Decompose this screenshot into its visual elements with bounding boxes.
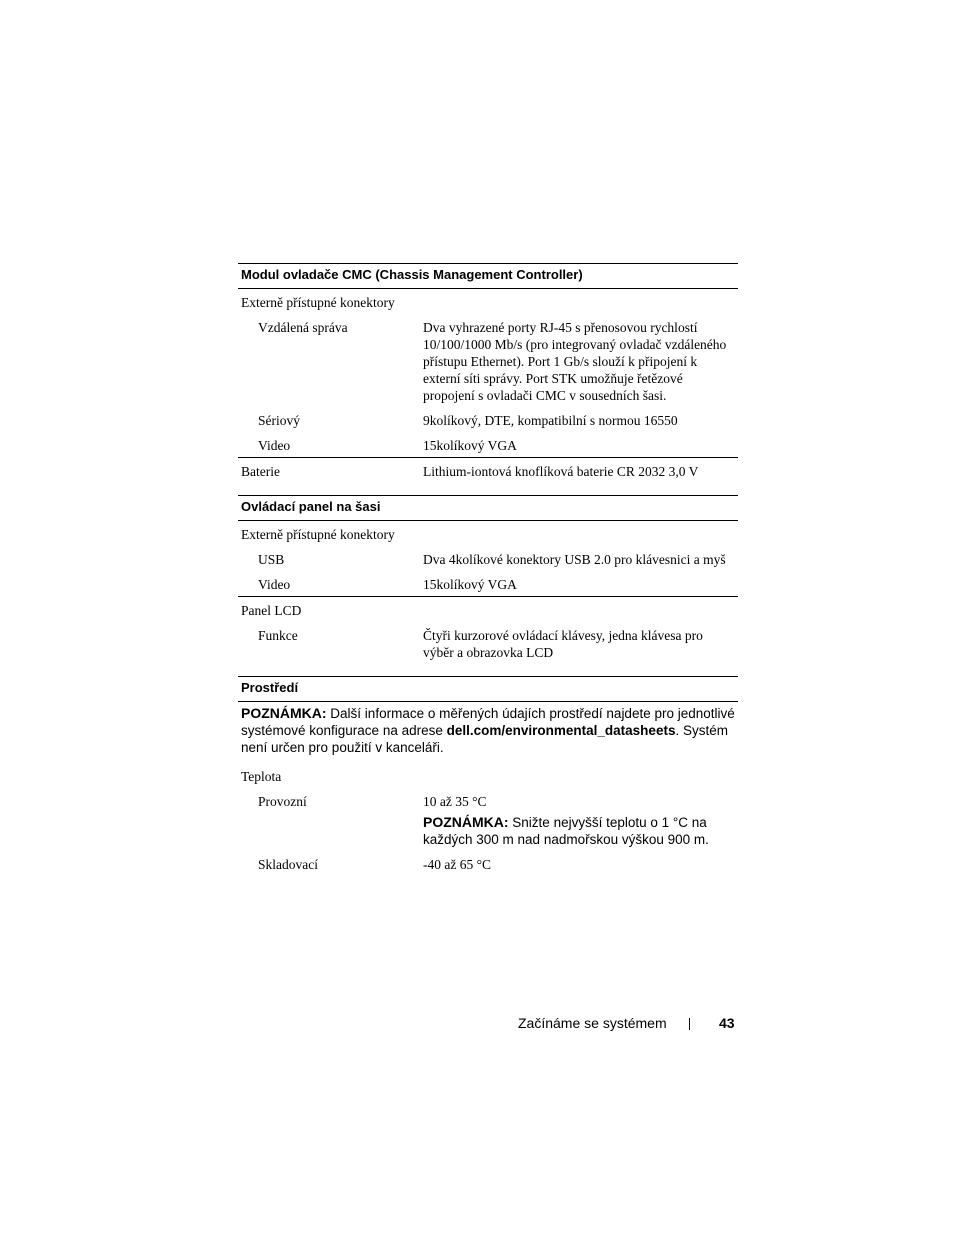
spec-row-operating (238, 788, 738, 851)
row-value: -40 až 65 °C (423, 857, 492, 872)
row-value: 9kolíkový, DTE, kompatibilní s normou 16550 (423, 413, 678, 428)
row-label: Video (258, 438, 291, 453)
datasheets-link: dell.com/environmental_datasheets (446, 723, 676, 738)
row-label: Provozní (258, 794, 307, 809)
row-value: Čtyři kurzorové ovládací klávesy, jedna klávesa pro výběr a obrazovka LCD (423, 628, 703, 660)
note-suffix: . Systém není určen pro použití v kanceláři. (241, 723, 728, 755)
spec-table (238, 263, 738, 876)
spec-row-lcd-panel (238, 597, 738, 622)
spec-row-battery (238, 458, 738, 483)
row-label: Externě přístupné konektory (241, 527, 395, 542)
row-label: Video (258, 577, 291, 592)
spec-row-video (238, 432, 738, 458)
note-text: Další informace o měřených údajích prostředí najdete pro jednotlivé systémové konfigurace na adrese (241, 706, 735, 738)
row-label: Skladovací (258, 857, 318, 872)
row-label: Sériový (258, 413, 300, 428)
environment-note (238, 702, 738, 763)
row-value (423, 526, 735, 543)
row-value (423, 294, 735, 311)
row-value (423, 793, 735, 848)
operating-temperature: 10 až 35 °C (423, 794, 487, 809)
spec-row-remote-management (238, 314, 738, 407)
note-text: Snižte nejvyšší teplotu o 1 °C na každých 300 m nad nadmořskou výškou 900 m. (423, 815, 709, 847)
row-value: 15kolíkový VGA (423, 577, 517, 592)
spec-row-serial (238, 407, 738, 432)
spec-row-connectors (238, 289, 738, 314)
spec-row-temperature (238, 763, 738, 788)
spec-row-usb (238, 546, 738, 571)
row-label: Funkce (258, 628, 298, 643)
row-label: Externě přístupné konektory (241, 295, 395, 310)
row-value: 15kolíkový VGA (423, 438, 517, 453)
row-value: Lithium-iontová knoflíková baterie CR 2032 3,0 V (423, 464, 699, 479)
row-label: Teplota (241, 769, 282, 784)
row-label: Vzdálená správa (258, 320, 348, 335)
row-value: Dva 4kolíkové konektory USB 2.0 pro klávesnici a myš (423, 552, 726, 567)
note-keyword: POZNÁMKA: (423, 814, 509, 830)
spec-row-video (238, 571, 738, 597)
spec-row-storage (238, 851, 738, 876)
row-label: Panel LCD (241, 603, 302, 618)
note-keyword: POZNÁMKA: (241, 705, 327, 721)
row-label: Baterie (241, 464, 280, 479)
spec-row-connectors (238, 521, 738, 546)
row-value (423, 602, 735, 619)
row-value: Dva vyhrazené porty RJ-45 s přenosovou rychlostí 10/100/1000 Mb/s (pro integrovaný ovladač vzdáleného přístupu Ethernet). Port 1 Gb/s slouží k připojení k externí síti správy. Port STK umožňuje řetězové propojení s ovladači CMC v sousedních šasi. (423, 320, 727, 403)
section-header-cmc: Modul ovladače CMC (Chassis Management Controller) (238, 263, 738, 289)
section-header-control-panel: Ovládací panel na šasi (238, 495, 738, 521)
page-number: 43 (719, 1015, 735, 1031)
operating-note (423, 814, 735, 848)
row-label: USB (258, 552, 285, 567)
section-header-environment: Prostředí (238, 676, 738, 702)
footer-title: Začínáme se systémem (518, 1015, 667, 1031)
footer-separator (689, 1018, 690, 1030)
spec-row-function (238, 622, 738, 664)
row-value (423, 768, 735, 785)
